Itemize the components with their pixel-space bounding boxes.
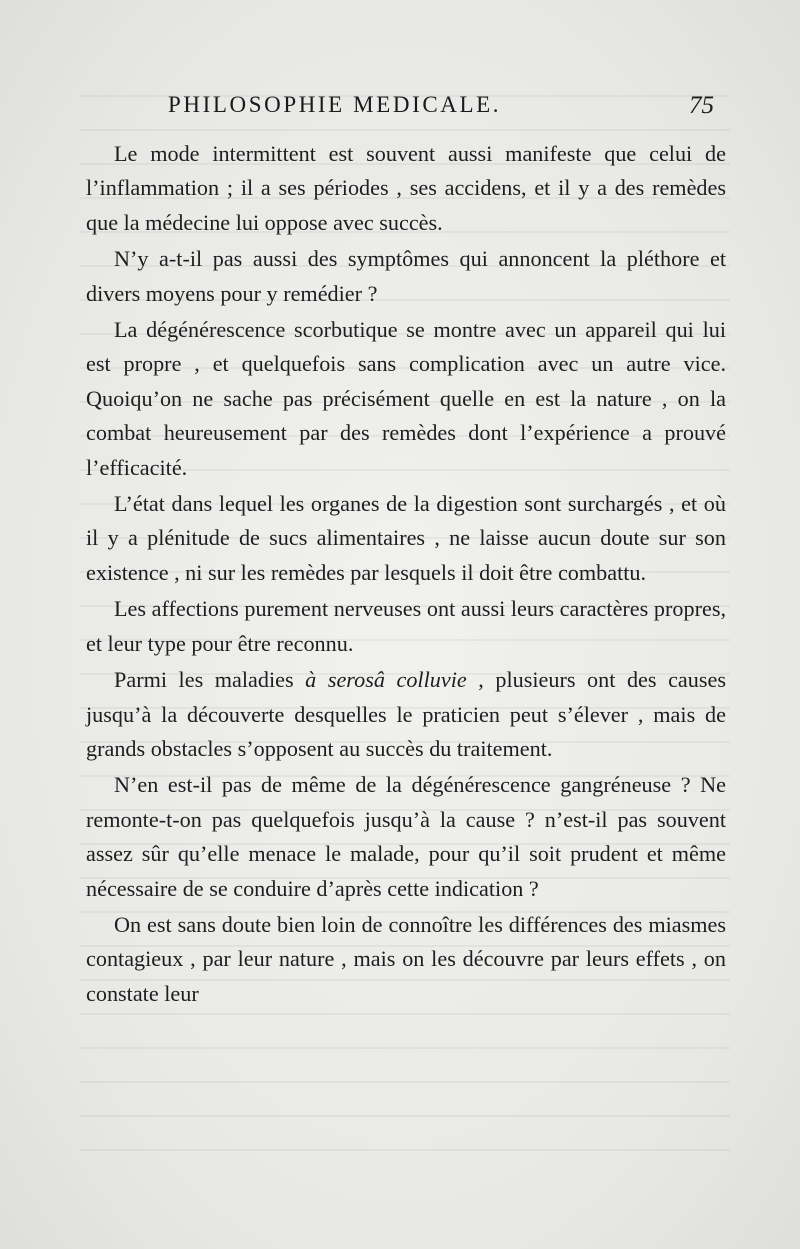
latin-phrase: à serosâ colluvie xyxy=(305,667,467,693)
paragraph-text: , plusieurs ont des causes jusqu’à la découverte desquelles le praticien peut s’élever , mais de grands obstacles s’opposent au succès du traitement. xyxy=(86,667,726,761)
paragraph: La dégénérescence scorbutique se montre avec un appareil qui lui est propre , et quelquefois sans complication avec un autre vice. Quoiqu’on ne sache pas précisément quelle en est la nature , on la combat heureusement par des remèdes dont l’expérience a prouvé l’efficacité. xyxy=(86,317,726,480)
paragraph: N’en est-il pas de même de la dégénérescence gangréneuse ? Ne remonte-t-on pas quelquefois jusqu’à la cause ? n’est-il pas souvent assez sûr qu’elle menace le malade, pour qu’il soit prudent et même nécessaire de se conduire d’après cette indication ? xyxy=(86,772,726,901)
paragraph: On est sans doute bien loin de connoître les différences des miasmes contagieux , par leur nature , mais on les découvre par leurs effets , on constate leur xyxy=(86,911,726,1006)
paragraph: N’y a-t-il pas aussi des symptômes qui annoncent la pléthore et divers moyens pour y remédier ? xyxy=(86,246,726,306)
paragraph xyxy=(86,663,726,766)
paragraph: Le mode intermittent est souvent aussi manifeste que celui de l’inflammation ; il a ses périodes , ses accidens, et il y a des remèdes que la médecine lui oppose avec succès. xyxy=(86,141,726,235)
running-head: PHILOSOPHIE MEDICALE. xyxy=(168,92,502,117)
page-header xyxy=(168,92,714,132)
paragraph: L’état dans lequel les organes de la digestion sont surchargés , et où il y a plénitude de sucs alimentaires , ne laisse aucun doute sur son existence , ni sur les remèdes par lesquels il doit être combattu. xyxy=(86,491,726,585)
body-text xyxy=(86,137,726,1011)
paragraph-text: Parmi les maladies xyxy=(114,667,306,693)
page-number: 75 xyxy=(689,92,714,119)
paragraph: Les affections purement nerveuses ont aussi leurs caractères propres, et leur type pour être reconnu. xyxy=(86,596,726,656)
